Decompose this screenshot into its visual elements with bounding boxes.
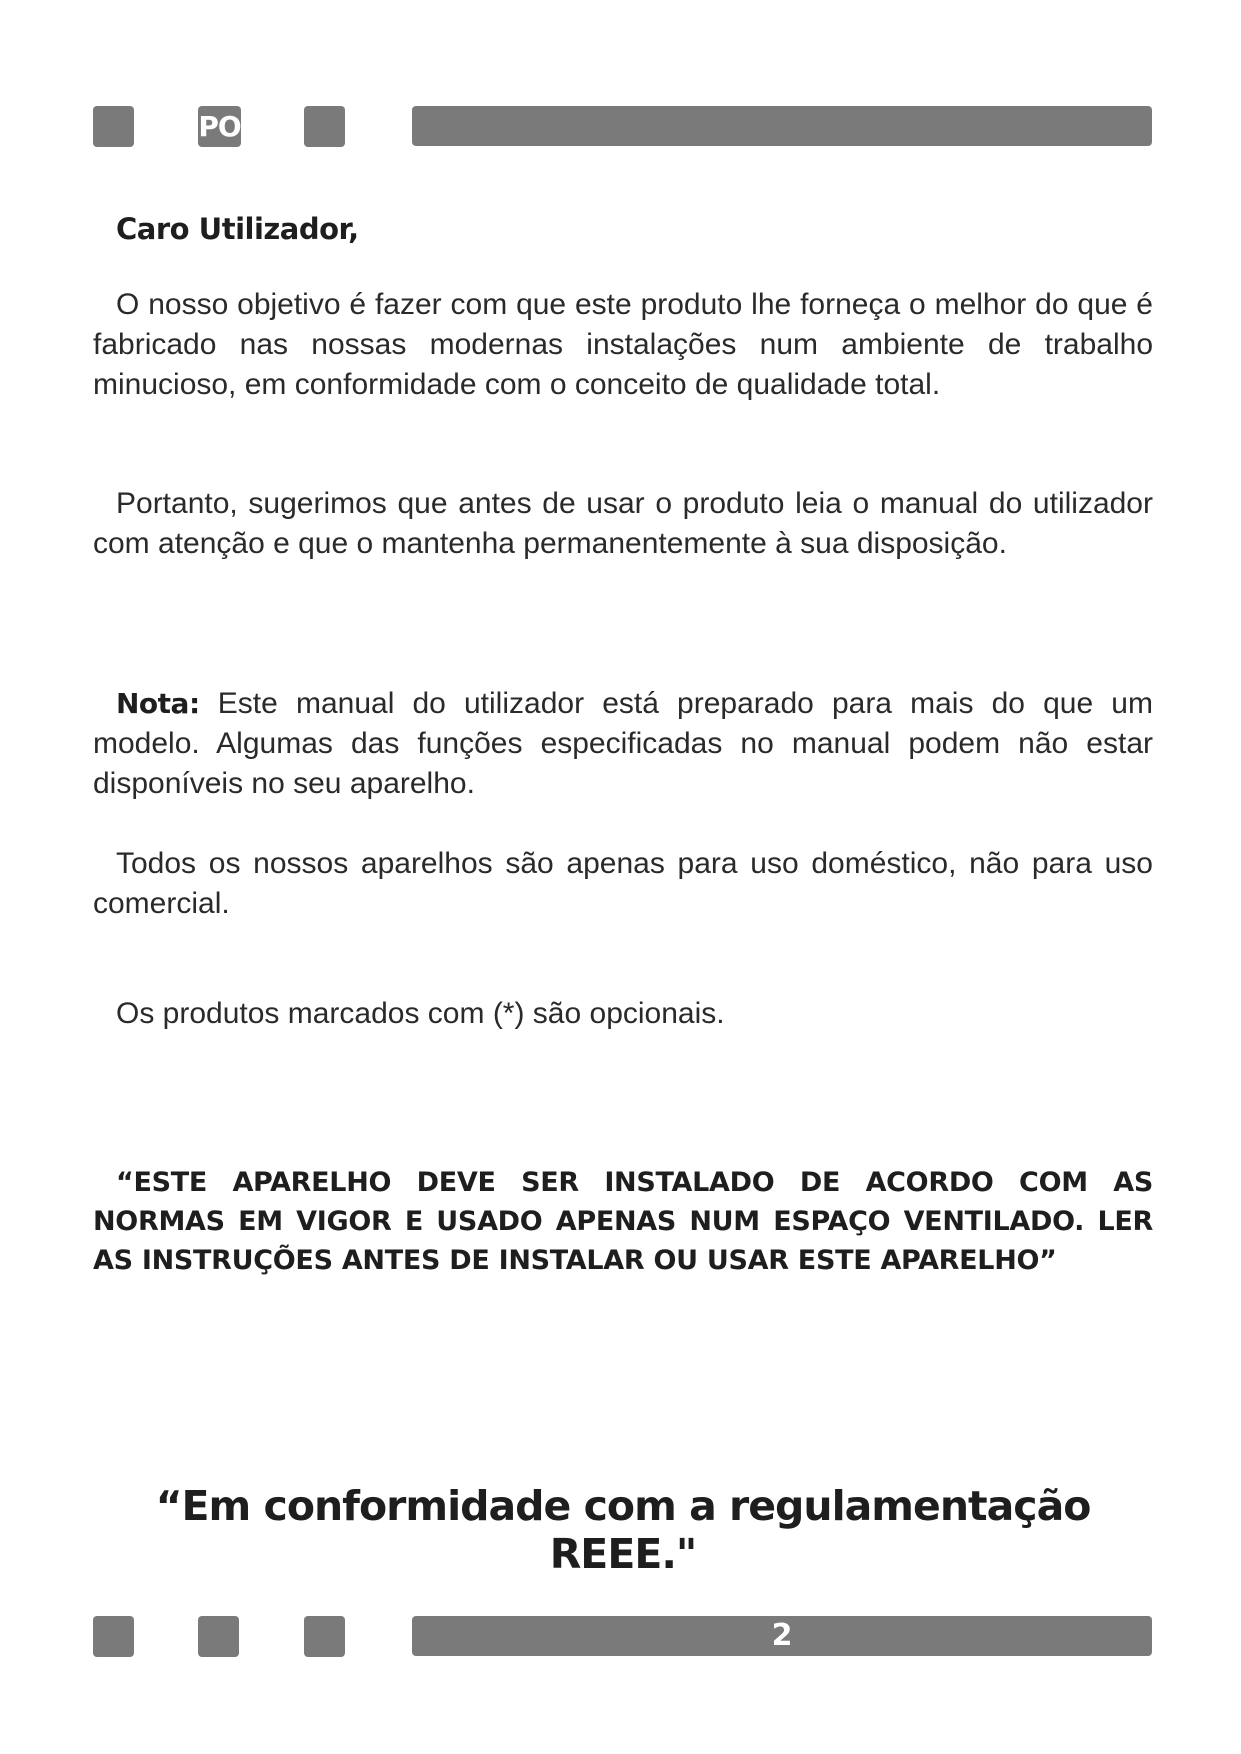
greeting-heading: Caro Utilizador, (116, 212, 359, 246)
header-square-right (304, 106, 345, 147)
note-label: Nota: (116, 687, 200, 720)
footer-square-3 (304, 1616, 345, 1657)
note-text: Este manual do utilizador está preparado para mais do que um modelo. Algumas das funções especificadas no manual podem não estar disponíveis no seu aparelho. (93, 687, 1153, 800)
language-badge: PO (198, 106, 241, 147)
header-bar (412, 106, 1152, 146)
installation-warning: “ESTE APARELHO DEVE SER INSTALADO DE ACORDO COM AS NORMAS EM VIGOR E USADO APENAS NUM ESPAÇO VENTILADO. LER AS INSTRUÇÕES ANTES DE INSTALAR OU USAR ESTE APARELHO” (93, 1167, 1153, 1276)
domestic-use-paragraph: Todos os nossos aparelhos são apenas para uso doméstico, não para uso comercial. (93, 847, 1153, 920)
footer-square-1 (93, 1616, 134, 1657)
weee-statement: “Em conformidade com a regulamentação REEE." (155, 1482, 1091, 1578)
optional-products-paragraph: Os produtos marcados com (*) são opcionais. (116, 997, 725, 1030)
intro-paragraph: O nosso objetivo é fazer com que este produto lhe forneça o melhor do que é fabricado nas nossas modernas instalações num ambiente de trabalho minucioso, em conformidade com o conceito de qualidade total. (93, 288, 1153, 401)
page-number: 2 (771, 1618, 793, 1653)
footer-square-2 (198, 1616, 239, 1657)
header-square-left (93, 106, 134, 147)
manual-advice-paragraph: Portanto, sugerimos que antes de usar o produto leia o manual do utilizador com atenção e que o mantenha permanentemente à sua disposição. (93, 487, 1153, 560)
note-paragraph (93, 684, 1153, 804)
